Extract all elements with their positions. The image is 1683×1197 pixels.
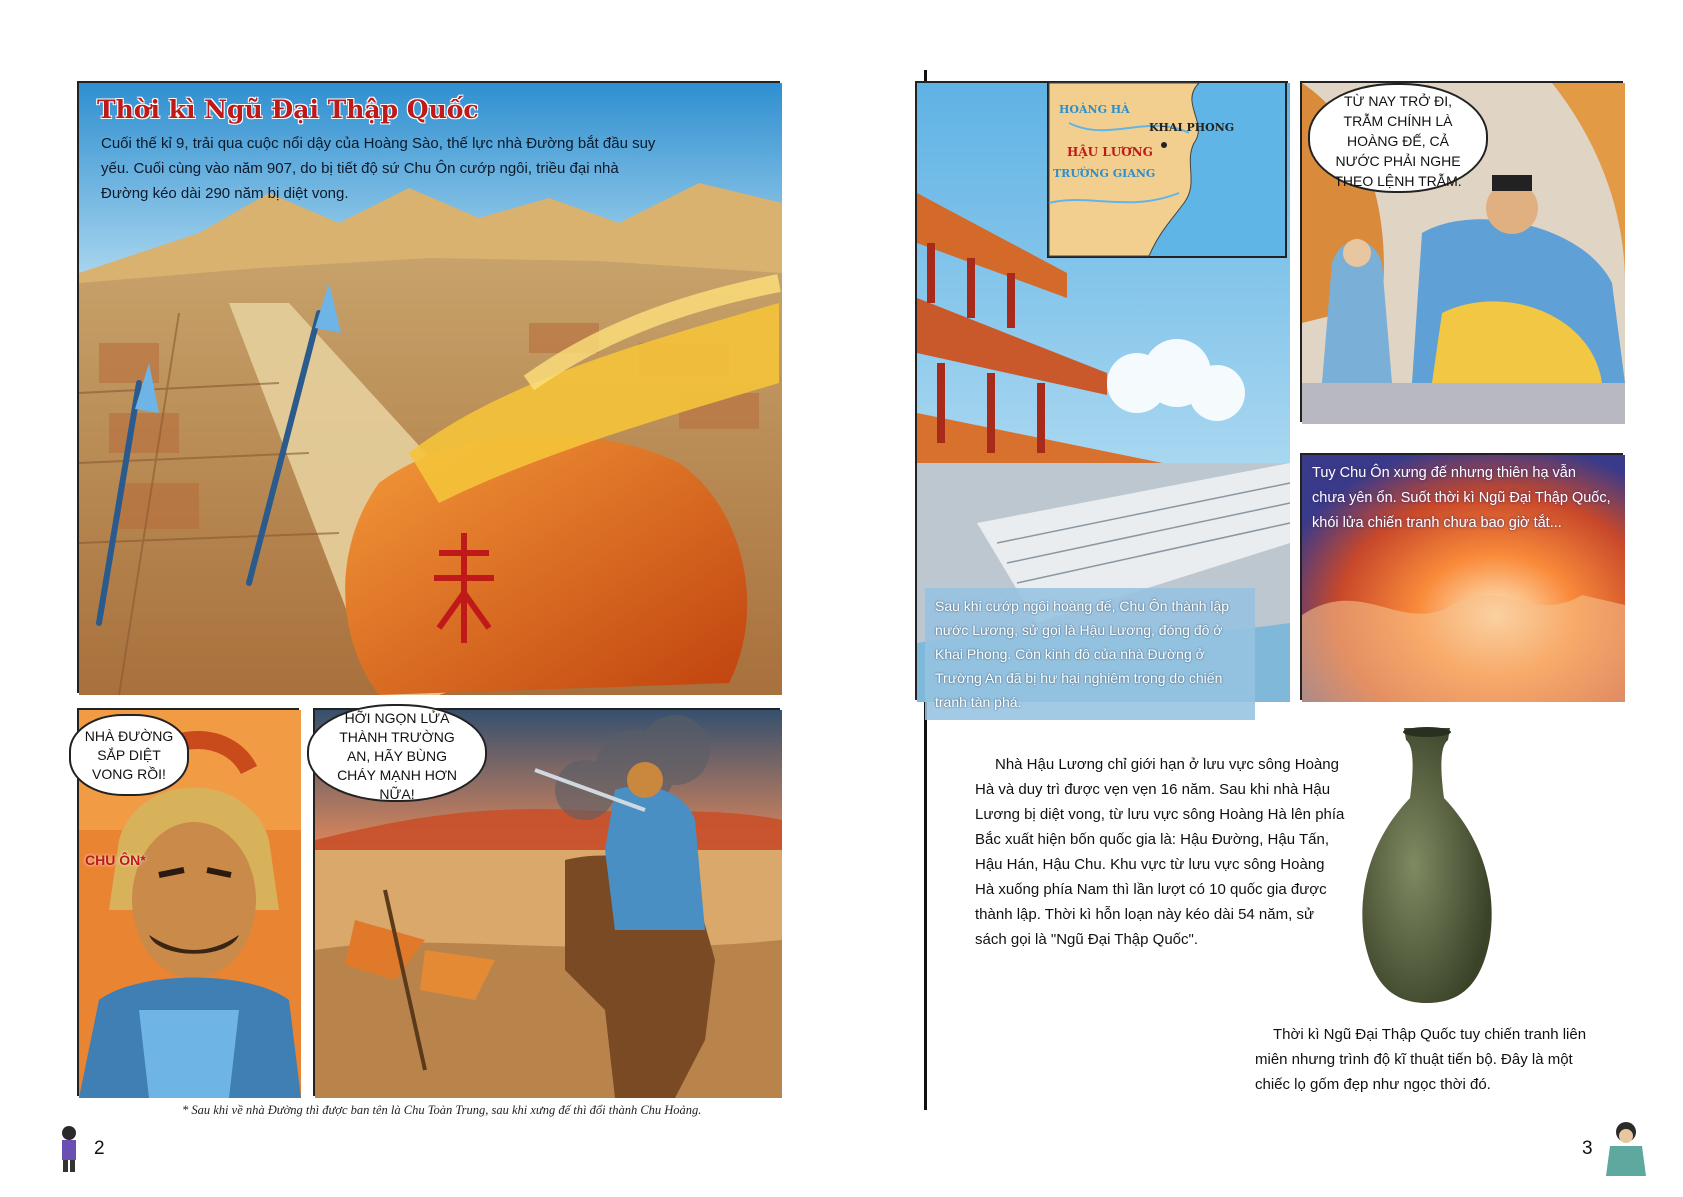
- mascot-icon-right: [1604, 1120, 1648, 1176]
- history-body-text: Nhà Hậu Lương chỉ giới hạn ở lưu vực sông Hoàng Hà và duy trì được vẹn vẹn 16 năm. Sau khi nhà Hậu Lương bị diệt vong, từ lưu vực sông Hoàng Hà lên phía Bắc xuất hiện bốn quốc gia là: Hậu Đường, Hậu Tấn, Hậu Hán, Hậu Chu. Khu vực từ lưu vực sông Hoàng Hà xuống phía Nam thì lần lượt có 10 quốc gia được thành lập. Thời kì hỗn loạn này kéo dài 54 năm, sử sách gọi là "Ngũ Đại Thập Quốc".: [975, 756, 1345, 948]
- panel-emperor: [1300, 81, 1623, 422]
- character-name-tag: CHU ÔN*: [85, 852, 146, 868]
- footnote: * Sau khi về nhà Đường thì được ban tên là Chu Toàn Trung, sau khi xưng đế thì đổi thành Chu Hoảng.: [182, 1103, 702, 1117]
- jade-vase-image: [1352, 728, 1502, 1008]
- speech-bubble-emperor: TỪ NAY TRỞ ĐI, TRẪM CHÍNH LÀ HOÀNG ĐẾ, CẢ NƯỚC PHẢI NGHE THEO LỆNH TRẪM.: [1308, 83, 1488, 193]
- map-label-khai-phong: KHAI PHONG: [1149, 121, 1235, 134]
- panel-later-liang-palace: [915, 81, 1288, 710]
- map-label-hoang-ha: HOÀNG HÀ: [1059, 103, 1130, 116]
- panel-endless-war: [1300, 453, 1623, 700]
- fire-caption: Tuy Chu Ôn xưng đế nhưng thiên hạ vẫn chưa yên ổn. Suốt thời kì Ngũ Đại Thập Quốc, khói lửa chiến tranh chưa bao giờ tắt...: [1312, 465, 1611, 531]
- panel-tang-city: [77, 81, 780, 693]
- speech-bubble-tang-doomed: NHÀ ĐƯỜNG SẮP DIỆT VONG RỒI!: [69, 714, 189, 796]
- panel-rider-burning-city: [313, 708, 780, 1096]
- inset-map: [1047, 83, 1287, 258]
- palace-caption: Sau khi cướp ngôi hoàng đế, Chu Ôn thành lập nước Lương, sử gọi là Hậu Lương, đóng đô ở Khai Phong. Còn kinh đô của nhà Đường ở Trường An đã bị hư hại nghiêm trọng do chiến tranh tàn phá.: [925, 588, 1255, 720]
- page-number-right: 3: [1582, 1138, 1593, 1159]
- map-label-truong-giang: TRƯỜNG GIANG: [1053, 167, 1156, 180]
- speech-bubble-burn-changan: HỠI NGỌN LỬA THÀNH TRƯỜNG AN, HÃY BÙNG CHÁY MẠNH HƠN NỮA!: [307, 704, 487, 802]
- map-label-hau-luong: HẬU LƯƠNG: [1067, 145, 1153, 159]
- page-number-left: 2: [94, 1138, 105, 1159]
- vase-caption: Thời kì Ngũ Đại Thập Quốc tuy chiến tranh liên miên nhưng trình độ kĩ thuật tiến bộ. Đây là một chiếc lọ gốm đẹp như ngọc thời đó.: [1255, 1026, 1587, 1093]
- intro-narration: Cuối thế kỉ 9, trải qua cuộc nổi dậy của Hoàng Sào, thế lực nhà Đường bắt đầu suy yếu. Cuối cùng vào năm 907, do bị tiết độ sứ Chu Ôn cướp ngôi, triều đại nhà Đường kéo dài 290 năm bị diệt vong.: [101, 135, 656, 202]
- section-title: Thời kì Ngũ Đại Thập Quốc: [97, 95, 479, 124]
- mascot-icon-left: [55, 1124, 83, 1174]
- panel-zhu-wen: [77, 708, 299, 1096]
